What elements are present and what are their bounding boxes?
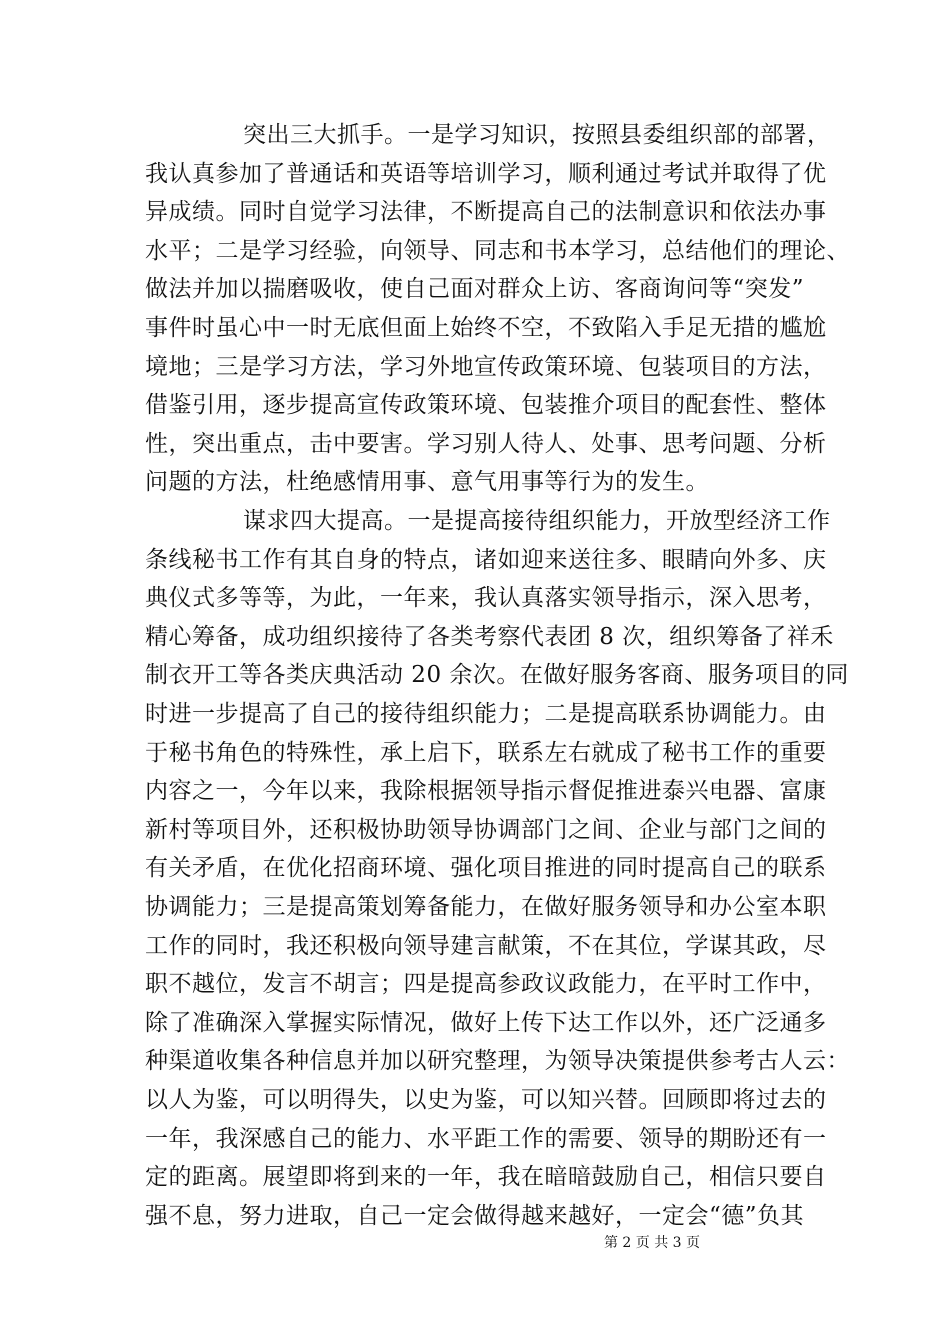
paragraph-2-line-2: 条线秘书工作有其自身的特点，诸如迎来送往多、眼睛向外多、庆 (145, 546, 827, 573)
paragraph-1-line-5: 做法并加以揣磨吸收，使自己面对群众上访、客商询问等“突发” (145, 276, 805, 303)
paragraph-1-line-4: 水平；二是学习经验，向领导、同志和书本学习，总结他们的理论、 (145, 237, 850, 264)
page-number-footer: 第 2 页 共 3 页 (603, 1235, 701, 1251)
paragraph-2-line-1: 谋求四大提高。一是提高接待组织能力，开放型经济工作 (243, 508, 831, 534)
paragraph-2-line-4: 精心筹备，成功组织接待了各类考察代表团 8 次，组织筹备了祥禾 (145, 623, 834, 650)
paragraph-2-line-9: 新村等项目外，还积极协助领导协调部门之间、企业与部门之间的 (145, 816, 827, 843)
paragraph-2-line-7: 于秘书角色的特殊性，承上启下，联系左右就成了秘书工作的重要 (145, 739, 827, 766)
paragraph-2-line-16: 以人为鉴，可以明得失，以史为鉴，可以知兴替。回顾即将过去的 (145, 1087, 827, 1113)
paragraph-2-line-19: 强不息，努力进取，自己一定会做得越来越好，一定会“德”负其 (145, 1202, 805, 1229)
paragraph-2-line-8: 内容之一，今年以来，我除根据领导指示督促推进泰兴电器、富康 (145, 778, 827, 805)
paragraph-2-line-13: 职不越位，发言不胡言；四是提高参政议政能力，在平时工作中， (145, 971, 827, 998)
paragraph-2-line-10: 有关矛盾，在优化招商环境、强化项目推进的同时提高自己的联系 (145, 855, 827, 882)
paragraph-1-line-2: 我认真参加了普通话和英语等培训学习，顺利通过考试并取得了优 (145, 160, 827, 187)
paragraph-1-line-10: 问题的方法，杜绝感情用事、意气用事等行为的发生。 (145, 469, 709, 496)
paragraph-2-line-3: 典仪式多等等，为此，一年来，我认真落实领导指示，深入思考， (145, 585, 827, 612)
paragraph-1-line-6: 事件时虽心中一时无底但面上始终不空，不致陷入手足无措的尴尬 (145, 315, 827, 341)
paragraph-2-line-11: 协调能力；三是提高策划筹备能力，在做好服务领导和办公室本职 (145, 894, 827, 920)
paragraph-1-line-7: 境地；三是学习方法，学习外地宣传政策环境、包装项目的方法， (145, 353, 827, 380)
paragraph-2-line-15: 种渠道收集各种信息并加以研究整理，为领导决策提供参考古人云： (145, 1048, 850, 1075)
paragraph-2-line-17: 一年，我深感自己的能力、水平距工作的需要、领导的期盼还有一 (145, 1125, 827, 1152)
paragraph-2-line-18: 定的距离。展望即将到来的一年，我在暗暗鼓励自己，相信只要自 (145, 1164, 827, 1191)
paragraph-1-line-9: 性，突出重点，击中要害。学习别人待人、处事、思考问题、分析 (145, 430, 827, 457)
paragraph-1-line-3: 异成绩。同时自觉学习法律，不断提高自己的法制意识和依法办事 (145, 199, 827, 226)
paragraph-2-line-14: 除了准确深入掌握实际情况，做好上传下达工作以外，还广泛通多 (145, 1009, 827, 1036)
paragraph-2-line-12: 工作的同时，我还积极向领导建言献策，不在其位，学谋其政，尽 (145, 932, 827, 959)
paragraph-1-line-1: 突出三大抓手。一是学习知识，按照县委组织部的部署， (243, 122, 831, 148)
paragraph-1-line-8: 借鉴引用，逐步提高宣传政策环境、包装推介项目的配套性、整体 (145, 392, 827, 419)
paragraph-2-line-6: 时进一步提高了自己的接待组织能力；二是提高联系协调能力。由 (145, 701, 827, 727)
paragraph-2-line-5: 制衣开工等各类庆典活动 20 余次。在做好服务客商、服务项目的同 (145, 662, 849, 689)
